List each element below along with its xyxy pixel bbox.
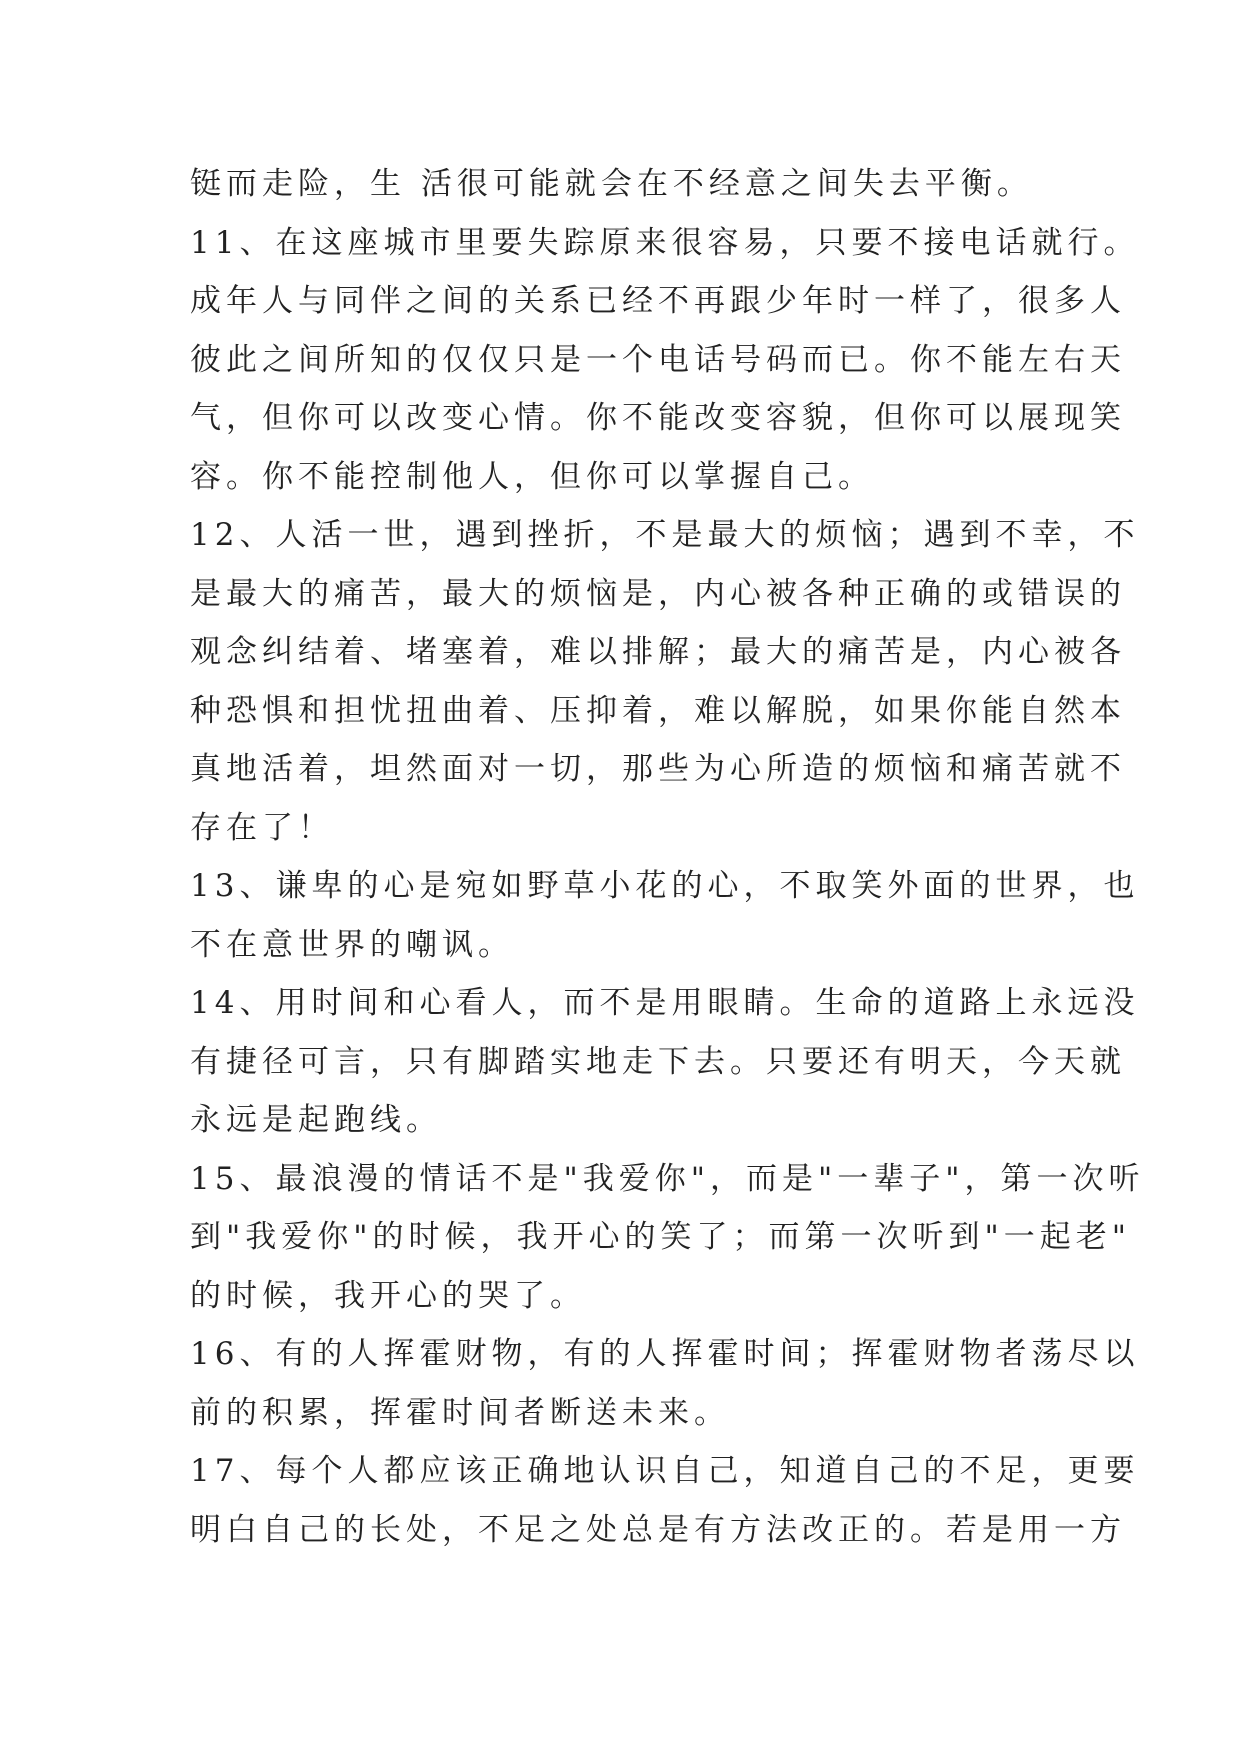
text-line: 观念纠结着、堵塞着，难以排解；最大的痛苦是，内心被各: [190, 634, 1126, 670]
text-line: 16、有的人挥霍财物，有的人挥霍时间；挥霍财物者荡尽以: [190, 1336, 1140, 1372]
text-line: 12、人活一世，遇到挫折，不是最大的烦恼；遇到不幸，不: [190, 517, 1140, 553]
text-line: 气，但你可以改变心情。你不能改变容貌，但你可以展现笑: [190, 400, 1126, 436]
text-line: 彼此之间所知的仅仅只是一个电话号码而已。你不能左右天: [190, 341, 1126, 378]
document-body: [190, 155, 1145, 1559]
text-line: 是最大的痛苦，最大的烦恼是，内心被各种正确的或错误的: [190, 575, 1126, 612]
text-line: 有捷径可言，只有脚踏实地走下去。只要还有明天，今天就: [190, 1043, 1126, 1080]
text-line: 11、在这座城市里要失踪原来很容易，只要不接电话就行。: [190, 224, 1140, 261]
text-line: 不在意世界的嘲讽。: [190, 926, 514, 963]
text-line: 成年人与同伴之间的关系已经不再跟少年时一样了，很多人: [190, 283, 1126, 319]
text-line: 14、用时间和心看人，而不是用眼睛。生命的道路上永远没: [190, 985, 1140, 1021]
text-line: 永远是起跑线。: [190, 1102, 442, 1138]
text-line: 前的积累，挥霍时间者断送未来。: [190, 1394, 730, 1431]
text-line: 真地活着，坦然面对一切，那些为心所造的烦恼和痛苦就不: [190, 751, 1126, 787]
text-line: 的时候，我开心的哭了。: [190, 1277, 586, 1314]
text-line: 存在了！: [190, 809, 334, 846]
text-line: 到"我爱你"的时候，我开心的笑了；而第一次听到"一起老": [190, 1219, 1132, 1255]
text-line: 15、最浪漫的情话不是"我爱你"，而是"一辈子"，第一次听: [190, 1160, 1145, 1197]
text-line: 容。你不能控制他人，但你可以掌握自己。: [190, 458, 874, 495]
text-line: 17、每个人都应该正确地认识自己，知道自己的不足，更要: [190, 1453, 1140, 1489]
text-line: 明白自己的长处，不足之处总是有方法改正的。若是用一方: [190, 1511, 1126, 1548]
text-line: 铤而走险，生 活很可能就会在不经意之间失去平衡。: [190, 166, 1033, 202]
text-line: 13、谦卑的心是宛如野草小花的心，不取笑外面的世界，也: [190, 868, 1140, 904]
text-line: 种恐惧和担忧扭曲着、压抑着，难以解脱，如果你能自然本: [190, 692, 1126, 729]
